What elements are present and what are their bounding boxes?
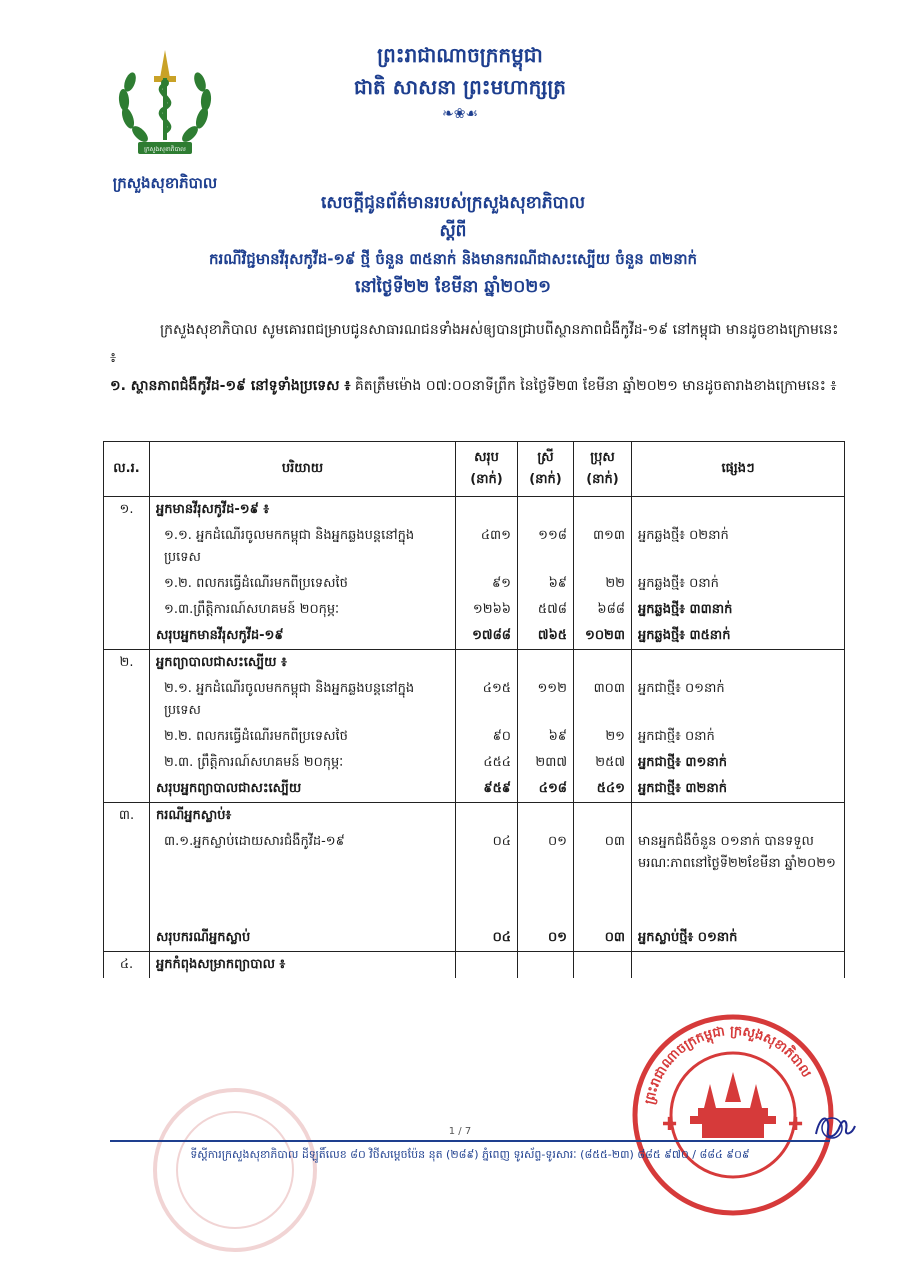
total-male: ៥៤១ (574, 776, 632, 803)
table-row (104, 523, 845, 571)
total-total: ៩៥៩ (456, 776, 518, 803)
table-total-row (104, 623, 845, 650)
row-male: ២១ (574, 724, 632, 750)
row-male: ៣១៣ (574, 523, 632, 571)
row-total: ៤៣១ (456, 523, 518, 571)
row-female: ០១ (518, 829, 574, 925)
row-total: ១២៦៦ (456, 597, 518, 623)
total-female: ៤១៨ (518, 776, 574, 803)
row-note: អ្នកឆ្លងថ្មី៖ ៣៣នាក់ (632, 597, 845, 623)
row-description: ១.២. ពលករធ្វើដំណើរមកពីប្រទេសថៃ (150, 571, 456, 597)
total-note: អ្នកស្លាប់ថ្មី៖ ០១នាក់ (632, 925, 845, 952)
table-total-row (104, 925, 845, 952)
title-line-2: ស្តីពី (439, 221, 467, 241)
intro-paragraph: ក្រសួងសុខាភិបាល សូមគោរពជម្រាបជូនសាធារណជនទាំងអស់ឲ្យបានជ្រាបពីស្ថានភាពជំងឺកូវីដ-១៩ នៅកម្ពុជា មានដូចខាងក្រោមនេះ ៖ (110, 322, 839, 366)
section-number: ២. (104, 650, 150, 677)
svg-text:✚: ✚ (788, 1114, 804, 1135)
footer-address: ទីស្តីការក្រសួងសុខាភិបាល ដីឡូតិ៍លេខ ៨០ វិថីសម្តេចប៉ែន នុត (២៨៩) ភ្នំពេញ ទូរស័ព្ទ-ទូរសារៈ (៨៥៥-២៣) ៨៨៥ ៩៧០ / ៨៨៤ ៩០៩ (190, 1148, 750, 1161)
total-total: ០៤ (456, 925, 518, 952)
row-description: ២.៣. ព្រឹត្តិការណ៍សហគមន៍ ២០កុម្ភៈ (150, 750, 456, 776)
table-row (104, 497, 845, 524)
total-male: ០៣ (574, 925, 632, 952)
row-note: អ្នកជាថ្មី៖ ០១នាក់ (632, 676, 845, 724)
page-number: 1 / 7 (448, 1126, 472, 1137)
total-total: ១៧៨៨ (456, 623, 518, 650)
table-row (104, 829, 845, 925)
row-note: អ្នកឆ្លងថ្មី៖ ០នាក់ (632, 571, 845, 597)
row-note: មានអ្នកជំងឺចំនួន ០១នាក់ បានទទួលមរណៈភាពនៅថ្ងៃទី២២ខែមីនា ឆ្នាំ២០២១ (632, 829, 845, 925)
section-title: ករណីអ្នកស្លាប់៖ (150, 803, 456, 830)
section-number: ៣. (104, 803, 150, 830)
row-female: ៥៧៨ (518, 597, 574, 623)
covid-status-table (103, 441, 845, 978)
official-red-stamp (628, 1010, 838, 1220)
row-note: អ្នកឆ្លងថ្មី៖ ០២នាក់ (632, 523, 845, 571)
table-row (104, 571, 845, 597)
section-1-heading: ១. ស្ថានភាពជំងឺកូវីដ-១៩ នៅទូទាំងប្រទេស ៖ (110, 378, 351, 394)
row-male: ៣០៣ (574, 676, 632, 724)
title-line-3: ករណីវិជ្ជមានវីរុសកូវីដ-១៩ ថ្មី ចំនួន ៣៥នាក់ និងមានករណីជាសះស្បើយ ចំនួន ៣២នាក់ (208, 250, 698, 268)
section-title: អ្នកមានវីរុសកូវីដ-១៩ ៖ (150, 497, 456, 524)
total-female: ០១ (518, 925, 574, 952)
table-row (104, 724, 845, 750)
title-line-4: នៅថ្ងៃទី២២ ខែមីនា ឆ្នាំ២០២១ (354, 277, 552, 297)
header-female: ស្រី (នាក់) (518, 442, 574, 497)
table-header-row (104, 442, 845, 497)
row-description: ២.១. អ្នកដំណើរចូលមកកម្ពុជា និងអ្នកឆ្លងបន្តនៅក្នុងប្រទេស (150, 676, 456, 724)
table-row (104, 750, 845, 776)
header-total: សរុប (នាក់) (456, 442, 518, 497)
row-total: ៩១ (456, 571, 518, 597)
kingdom-heading: ព្រះរាជាណាចក្រកម្ពុជា (377, 43, 543, 67)
row-male: ២២ (574, 571, 632, 597)
total-description: សរុបករណីអ្នកស្លាប់ (150, 925, 456, 952)
table-row (104, 803, 845, 830)
row-female: ៦៩ (518, 724, 574, 750)
total-description: សរុបអ្នកព្យាបាលជាសះស្បើយ (150, 776, 456, 803)
row-female: ១១២ (518, 676, 574, 724)
row-male: ៦៨៨ (574, 597, 632, 623)
total-note: អ្នកជាថ្មី៖ ៣២នាក់ (632, 776, 845, 803)
row-total: ៤១៥ (456, 676, 518, 724)
ministry-name: ក្រសួងសុខាភិបាល (112, 174, 218, 192)
table-row (104, 952, 845, 979)
table-row (104, 597, 845, 623)
logo-ribbon-text: ក្រសួងសុខាភិបាល (144, 146, 186, 153)
section-number: ១. (104, 497, 150, 524)
row-male: ០៣ (574, 829, 632, 925)
row-male: ២៥៧ (574, 750, 632, 776)
row-female: ២៣៧ (518, 750, 574, 776)
total-note: អ្នកឆ្លងថ្មី៖ ៣៥នាក់ (632, 623, 845, 650)
row-description: ១.១. អ្នកដំណើរចូលមកកម្ពុជា និងអ្នកឆ្លងបន្តនៅក្នុងប្រទេស (150, 523, 456, 571)
section-title: អ្នកព្យាបាលជាសះស្បើយ ៖ (150, 650, 456, 677)
national-motto: ជាតិ សាសនា ព្រះមហាក្សត្រ (354, 75, 566, 99)
title-line-1: សេចក្តីជូនព័ត៌មានរបស់ក្រសួងសុខាភិបាល (320, 193, 586, 213)
row-description: ២.២. ពលករធ្វើដំណើរមកពីប្រទេសថៃ (150, 724, 456, 750)
faint-stamp-impression (140, 1080, 330, 1260)
total-description: សរុបអ្នកមានវីរុសកូវីដ-១៩ (150, 623, 456, 650)
table-row (104, 650, 845, 677)
ministry-logo (110, 48, 220, 168)
row-total: ៤៥៤ (456, 750, 518, 776)
ornament-divider: ❧❀☙ (441, 106, 478, 122)
section-1-text: គិតត្រឹមម៉ោង ០៧:០០នាទីព្រឹក នៃថ្ងៃទី២៣ ខែមីនា ឆ្នាំ២០២១ មានដូចតារាងខាងក្រោមនេះ ៖ (350, 378, 837, 394)
table-total-row (104, 776, 845, 803)
row-total: ៩០ (456, 724, 518, 750)
row-female: ៦៩ (518, 571, 574, 597)
header-male: ប្រុស (នាក់) (574, 442, 632, 497)
row-note: អ្នកជាថ្មី៖ ០នាក់ (632, 724, 845, 750)
stamp-text: ព្រះរាជាណាចក្រកម្ពុជា ក្រសួងសុខាភិបាល (642, 1023, 814, 1106)
footer-divider (110, 1140, 830, 1142)
header-description: បរិយាយ (150, 442, 456, 497)
row-note: អ្នកជាថ្មី៖ ៣១នាក់ (632, 750, 845, 776)
total-female: ៧៦៥ (518, 623, 574, 650)
row-description: ១.៣.ព្រឹត្តិការណ៍សហគមន៍ ២០កុម្ភៈ (150, 597, 456, 623)
row-female: ១១៨ (518, 523, 574, 571)
table-row (104, 676, 845, 724)
signature (812, 1108, 858, 1144)
section-1-paragraph (110, 372, 840, 400)
section-number: ៤. (104, 952, 150, 979)
section-title: អ្នកកំពុងសម្រាកព្យាបាល ៖ (150, 952, 456, 979)
svg-text:✚: ✚ (662, 1114, 678, 1135)
header-other: ផ្សេងៗ (632, 442, 845, 497)
row-description: ៣.១.អ្នកស្លាប់ដោយសារជំងឺកូវីដ-១៩ (150, 829, 456, 925)
row-total: ០៤ (456, 829, 518, 925)
total-male: ១០២៣ (574, 623, 632, 650)
header-no: ល.រ. (104, 442, 150, 497)
